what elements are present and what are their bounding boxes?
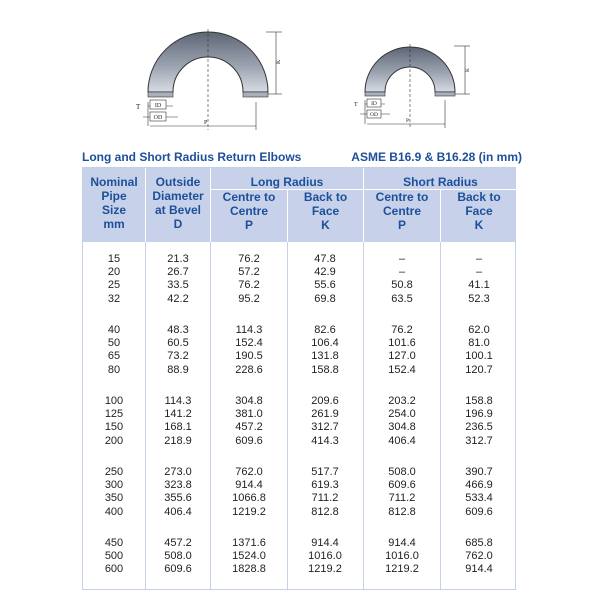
cell-short-back-to-face: 390.7 (465, 466, 493, 478)
cell-long-centre-to-centre: 228.6 (235, 363, 263, 376)
table-row (83, 337, 515, 350)
cell-long-back-to-face: 1016.0 (308, 550, 342, 563)
k-label: K (276, 59, 282, 64)
cell-long-centre-to-centre: 1371.6 (232, 537, 266, 549)
header-long-centre: Centre to Centre P (222, 190, 276, 232)
cell-short-centre-to-centre: 152.4 (388, 363, 416, 376)
cell-nominal-size: 80 (107, 363, 121, 376)
cell-short-centre-to-centre: – (398, 253, 406, 265)
cell-long-centre-to-centre: 95.2 (238, 292, 260, 305)
table-row (83, 466, 515, 479)
cell-long-centre-to-centre: 152.4 (235, 337, 263, 350)
id-label: ID (154, 103, 162, 109)
header-nominal-pipe-size: Nominal Pipe Size mm (90, 175, 138, 231)
cell-long-back-to-face: 106.4 (311, 337, 339, 350)
cell-short-centre-to-centre: 406.4 (388, 434, 416, 447)
cell-nominal-size: 40 (107, 324, 121, 336)
cell-nominal-size: 400 (104, 505, 124, 518)
header-long-radius: Long Radius (250, 175, 324, 189)
cell-outside-diameter: 218.9 (164, 434, 192, 447)
cell-nominal-size: 350 (104, 492, 124, 505)
cell-short-back-to-face: 41.1 (468, 279, 490, 292)
cell-short-back-to-face: 685.8 (465, 537, 493, 549)
cell-short-centre-to-centre: 1219.2 (385, 563, 419, 576)
header-short-centre: Centre to Centre P (375, 190, 429, 232)
cell-long-back-to-face: 209.6 (311, 395, 339, 407)
cell-short-back-to-face: 81.0 (468, 337, 490, 350)
cell-long-centre-to-centre: 609.6 (235, 434, 263, 447)
cell-short-centre-to-centre: 50.8 (391, 279, 413, 292)
cell-long-centre-to-centre: 76.2 (238, 253, 260, 265)
cell-short-centre-to-centre: 63.5 (391, 292, 413, 305)
row-group (83, 537, 515, 577)
short-radius-elbow-diagram (330, 22, 490, 132)
cell-outside-diameter: 457.2 (164, 537, 192, 549)
cell-short-back-to-face: 533.4 (465, 492, 493, 505)
cell-long-centre-to-centre: 381.0 (235, 408, 263, 421)
table-row (83, 293, 515, 306)
cell-short-back-to-face: 120.7 (465, 363, 493, 376)
cell-outside-diameter: 21.3 (167, 253, 189, 265)
cell-long-back-to-face: 47.8 (314, 253, 336, 265)
table-row (83, 563, 515, 576)
caption-standard: ASME B16.9 & B16.28 (in mm) (351, 150, 522, 164)
cell-nominal-size: 250 (104, 466, 124, 478)
table-row (83, 492, 515, 505)
k-label-short: K (465, 68, 471, 72)
cell-outside-diameter: 33.5 (167, 279, 189, 292)
header-long-back: Back to Face K (303, 190, 348, 232)
cell-nominal-size: 450 (104, 537, 124, 549)
header-outside-diameter: Outside Diameter at Bevel D (152, 175, 204, 231)
cell-nominal-size: 300 (104, 479, 124, 492)
cell-short-back-to-face: 312.7 (465, 434, 493, 447)
cell-long-centre-to-centre: 1066.8 (232, 492, 266, 505)
row-group (83, 324, 515, 377)
header-short-back: Back to Face K (457, 190, 501, 232)
row-group (83, 466, 515, 519)
cell-short-centre-to-centre: – (398, 266, 406, 279)
cell-outside-diameter: 73.2 (167, 350, 189, 363)
cell-outside-diameter: 323.8 (164, 479, 192, 492)
cell-outside-diameter: 168.1 (164, 421, 192, 434)
cell-short-back-to-face: – (475, 253, 483, 265)
cell-long-centre-to-centre: 1219.2 (232, 505, 266, 518)
table-row (83, 550, 515, 563)
cell-nominal-size: 150 (104, 421, 124, 434)
cell-outside-diameter: 48.3 (167, 324, 189, 336)
cell-long-centre-to-centre: 190.5 (235, 350, 263, 363)
cell-nominal-size: 15 (107, 253, 121, 265)
t-label: T (136, 103, 141, 111)
od-label-short: OD (370, 112, 378, 118)
cell-long-back-to-face: 55.6 (314, 279, 336, 292)
cell-long-back-to-face: 812.8 (311, 505, 339, 518)
cell-long-centre-to-centre: 1524.0 (232, 550, 266, 563)
cell-short-back-to-face: 609.6 (465, 505, 493, 518)
cell-short-back-to-face: 158.8 (465, 395, 493, 407)
cell-long-back-to-face: 414.3 (311, 434, 339, 447)
cell-nominal-size: 200 (104, 434, 124, 447)
table-row (83, 537, 515, 550)
p-label: P (204, 120, 208, 126)
cell-short-centre-to-centre: 254.0 (388, 408, 416, 421)
cell-short-back-to-face: – (475, 266, 483, 279)
caption-title: Long and Short Radius Return Elbows (82, 150, 302, 164)
table-row (83, 435, 515, 448)
table-row (83, 479, 515, 492)
table-row (83, 350, 515, 363)
cell-outside-diameter: 355.6 (164, 492, 192, 505)
cell-outside-diameter: 141.2 (164, 408, 192, 421)
table-row (83, 279, 515, 292)
cell-long-back-to-face: 131.8 (311, 350, 339, 363)
cell-outside-diameter: 508.0 (164, 550, 192, 563)
cell-short-back-to-face: 762.0 (465, 550, 493, 563)
cell-long-back-to-face: 711.2 (311, 492, 339, 505)
cell-long-back-to-face: 312.7 (311, 421, 339, 434)
cell-outside-diameter: 609.6 (164, 563, 192, 576)
cell-long-centre-to-centre: 57.2 (238, 266, 260, 279)
cell-short-centre-to-centre: 812.8 (388, 505, 416, 518)
cell-outside-diameter: 26.7 (167, 266, 189, 279)
cell-short-back-to-face: 466.9 (465, 479, 493, 492)
table-row (83, 506, 515, 519)
cell-short-centre-to-centre: 203.2 (388, 395, 416, 407)
cell-short-centre-to-centre: 711.2 (388, 492, 416, 505)
cell-long-back-to-face: 619.3 (311, 479, 339, 492)
table-caption (82, 150, 522, 166)
table-row (83, 408, 515, 421)
cell-outside-diameter: 114.3 (164, 395, 192, 407)
cell-long-back-to-face: 914.4 (311, 537, 339, 549)
cell-long-centre-to-centre: 914.4 (235, 479, 263, 492)
table-row (83, 266, 515, 279)
cell-long-back-to-face: 517.7 (311, 466, 339, 478)
dimensions-table (82, 167, 516, 590)
cell-nominal-size: 32 (107, 292, 121, 305)
table-row (83, 324, 515, 337)
cell-short-centre-to-centre: 508.0 (388, 466, 416, 478)
cell-outside-diameter: 273.0 (164, 466, 192, 478)
cell-nominal-size: 20 (107, 266, 121, 279)
table-header (83, 168, 515, 242)
cell-long-centre-to-centre: 114.3 (235, 324, 263, 336)
table-row (83, 253, 515, 266)
cell-long-back-to-face: 69.8 (314, 292, 336, 305)
id-label-short: ID (371, 101, 377, 107)
cell-long-back-to-face: 158.8 (311, 363, 339, 376)
cell-nominal-size: 65 (107, 350, 121, 363)
cell-nominal-size: 125 (104, 408, 124, 421)
header-short-radius: Short Radius (403, 175, 478, 189)
table-row (83, 421, 515, 434)
cell-outside-diameter: 42.2 (167, 292, 189, 305)
table-row (83, 364, 515, 377)
cell-long-back-to-face: 42.9 (314, 266, 336, 279)
cell-nominal-size: 25 (107, 279, 121, 292)
cell-long-back-to-face: 261.9 (311, 408, 339, 421)
cell-short-back-to-face: 196.9 (465, 408, 493, 421)
cell-long-centre-to-centre: 304.8 (235, 395, 263, 407)
t-label-short: T (354, 102, 358, 108)
cell-long-centre-to-centre: 1828.8 (232, 563, 266, 576)
cell-short-centre-to-centre: 101.6 (388, 337, 416, 350)
cell-short-centre-to-centre: 76.2 (391, 324, 413, 336)
p-label-short: P (406, 118, 410, 124)
cell-long-centre-to-centre: 76.2 (238, 279, 260, 292)
cell-short-centre-to-centre: 304.8 (388, 421, 416, 434)
table-row (83, 395, 515, 408)
cell-short-centre-to-centre: 914.4 (388, 537, 416, 549)
cell-long-back-to-face: 82.6 (314, 324, 336, 336)
cell-long-centre-to-centre: 762.0 (235, 466, 263, 478)
cell-outside-diameter: 60.5 (167, 337, 189, 350)
cell-nominal-size: 50 (107, 337, 121, 350)
row-group (83, 395, 515, 448)
long-radius-elbow-diagram (108, 2, 308, 138)
cell-short-back-to-face: 236.5 (465, 421, 493, 434)
cell-short-centre-to-centre: 1016.0 (385, 550, 419, 563)
cell-short-back-to-face: 100.1 (465, 350, 493, 363)
cell-outside-diameter: 88.9 (167, 363, 189, 376)
cell-short-back-to-face: 52.3 (468, 292, 490, 305)
cell-long-centre-to-centre: 457.2 (235, 421, 263, 434)
od-label: OD (153, 115, 163, 121)
cell-short-back-to-face: 62.0 (468, 324, 490, 336)
cell-short-centre-to-centre: 609.6 (388, 479, 416, 492)
cell-nominal-size: 600 (104, 563, 124, 576)
cell-nominal-size: 500 (104, 550, 124, 563)
cell-outside-diameter: 406.4 (164, 505, 192, 518)
cell-long-back-to-face: 1219.2 (308, 563, 342, 576)
row-group (83, 253, 515, 306)
cell-short-back-to-face: 914.4 (465, 563, 493, 576)
cell-short-centre-to-centre: 127.0 (388, 350, 416, 363)
cell-nominal-size: 100 (104, 395, 124, 407)
